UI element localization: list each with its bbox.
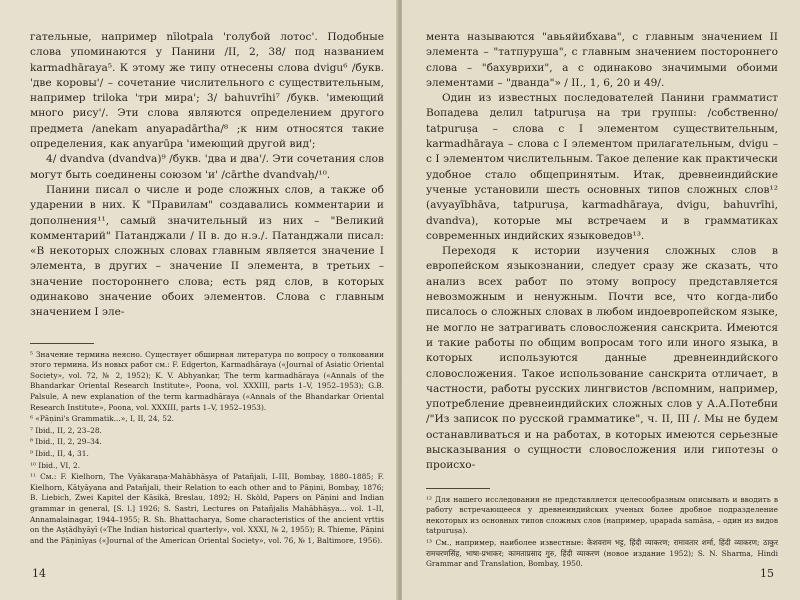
footnote: ¹¹ См.: F. Kielhorn, The Vyākaraṇa-Mahābhāṣya of Patañjali, I–III, Bombay, 1880–1885; F. Kielhorn, Kātyāyana and Patañjali, their Relation to each other and to Pāṇini, Bombay, 1876; B. Liebich, Zwei Kapitel der Kāsikā, Breslau, 1892; H. Sköld, Papers on Pāṇini and Indian grammar in general, [S. l.] 1926; S. Sastri, Lectures on Patañjalis Mahābhāṣya... vol. 1–II, Annamalainagar, 1944–1955; R. Sh. Bhattacharya, Some characteristics of the ancient vṛttis on the Aṣṭādhyāyī («The Indian historical quarterly», vol. XXXI, № 2, 1955); R. Thieme, Pāṇini and the Pāṇinīyas («Journal of the American Oriental Society», vol. 76, № 1, Baltimore, 1956). <box>30 472 384 545</box>
paragraph: Один из известных последователей Панини грамматист Вопадева делил tatpuruṣa на три группы: /собственно/ tatpuruṣa – слова с I элементом существительным, karmadhāraya – слова с I элементом прилагательным, dvigu – с I элементом числительным. Такое деление как практически удобное стало общепринятым. Итак, древнеиндийские ученые установили шесть основных типов сложных слов¹² (avyayībhāva, tatpuruṣa, karmadhāraya, dvigu, bahuvrīhi, dvandva), которые мы встречаем и в грамматиках современных индийских языковедов¹³. <box>426 92 778 242</box>
left-page <box>0 0 398 600</box>
footnote-divider <box>426 488 490 489</box>
footnote: ⁷ Ibid., II, 2, 23–28. <box>30 425 102 435</box>
right-page <box>402 0 800 600</box>
paragraph: 4/ dvandva (dvandva)⁹ /букв. 'два и два'/. Эти сочетания слов могут быть соединены союзом 'и' /cārthe dvandvaḥ/¹⁰. <box>30 153 384 181</box>
left-footnotes <box>30 350 384 547</box>
paragraph: Переходя к истории изучения сложных слов в европейском языкознании, следует сразу же сказать, что анализ всех работ по этому вопросу представляется невозможным и ненужным. Почти все, что когда-либо писалось о сложных словах в любом индоевропейском языке, не могло не затрагивать словосложения санскрита. Имеются и такие работы по общим вопросам того или иного языка, в которых используются данные древнеиндийского словосложения. Такое использование санскрита отличает, в частности, работы русских лингвистов /вспомним, например, употребление древнеиндийских сложных слов у А.А.Потебни /"Из записок по русской грамматике", ч. II, III /. Мы не будем останавливаться и на работах, в которых имеются серьезные высказывания о сущности словосложения или гипотезы о происхо- <box>426 245 778 472</box>
footnote: ¹² Для нашего исследования не представляется целесообразным описывать и вводить в работу встречающееся у древнеиндийских ученых более дробное подразделение некоторых из основных типов сложных слов (например, upapada samāsa, – один из видов tatpuruṣa). <box>426 494 778 536</box>
footnote: ⁹ Ibid., II, 4, 31. <box>30 448 89 458</box>
footnote: ¹⁰ Ibid., VI, 2. <box>30 460 81 470</box>
paragraph: гательные, например nīlotpala 'голубой лотос'. Подобные слова упоминаются у Панини /II, 2, 38/ под названием karmadhāraya⁵. К этому же типу отнесены слова dvigu⁶ /букв. 'две коровы'/ – сочетание числительного с существительным, например triloka 'три мира'; 3/ bahuvrīhi⁷ /букв. 'имеющий много рису'/. Эти слова являются определением другого предмета /anekam anyapadārtha/⁸ ;к ним относятся такие определения, как anyarūpa 'имеющий другой вид'; <box>30 31 384 151</box>
footnote: ⁶ «Pāṇini's Grammatik...», I, II, 24, 52. <box>30 414 174 424</box>
footnote: ¹³ См., например, наиболее известные: केशवराम भट्ट, हिंदी व्याकरण; रामावतार शर्मा, हिंदी व्याकरण; ठाकुर रामचरणसिंह, भाषा-प्रभाकर; कामताप्रसाद गुरु, हिंदी व्याकरण (новое издание 1952); S. N. Sharma, Hindi Grammar and Translation, Bombay, 1950. <box>426 537 778 569</box>
page-number: 14 <box>32 567 46 580</box>
footnote-divider <box>30 343 94 344</box>
page-number: 15 <box>760 567 774 580</box>
footnote: ⁵ Значение термина неясно. Существует обширная литература по вопросу о толковании этого термина. Из новых работ см.: F. Edgerton, Karmadhāraya («Journal of Asiatic Oriental Society», vol. 72, № 2, 1952); K. V. Abhyankar, The term karmadhāraya («Annals of the Bhandarkar Oriental Research Institute», Poona, vol. XXXIII, parts 1–V, 1952–1953); G.B. Palsule, A new explanation of the term karmadhāraya («Annals of the Bhandarkar Oriental Research Institute», Poona, vol. XXXIII, parts 1–V, 1952–1953). <box>30 349 384 412</box>
right-body-text <box>426 30 778 474</box>
paragraph: мента называются "авьяйибхава", с главным значением II элемента – "татпуруша", с главным значением постороннего слова – "бахуврихи", а с одинаково значимыми обоими элементами – "дванда"» / II., 1, 6, 20 и 49/. <box>426 31 778 89</box>
left-body-text <box>30 30 384 321</box>
footnote: ⁸ Ibid., II, 2, 29–34. <box>30 437 102 447</box>
paragraph: Панини писал о числе и роде сложных слов, а также об ударении в них. К "Правилам" создавались комментарии и дополнения¹¹, самый значительный из них – "Великий комментарий" Патанджали / II в. до н.э./. Патанджали писал: «В некоторых сложных словах главным является значение I элемента, в других – значение II элемента, в третьих – значение постороннего слова; есть ряд слов, в которых одинаково значение обоих элементов. Слова с главным значением I эле- <box>30 183 384 319</box>
right-footnotes <box>426 495 778 570</box>
